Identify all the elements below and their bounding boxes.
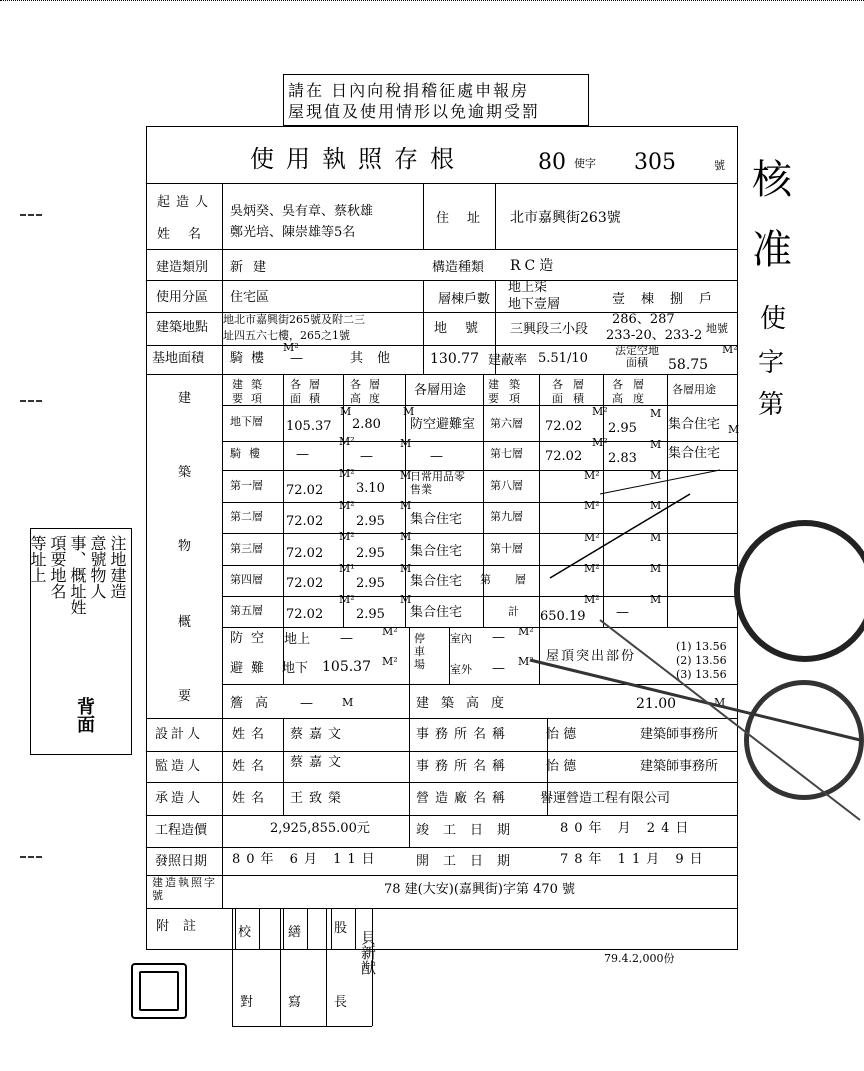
issue-date: 80年 6月 11日 [232,852,381,867]
shelter-below-value: 105.37 [322,659,371,675]
floor-area: 72.02 [545,449,583,464]
side-note-col-4: 項要地名 [48,535,67,599]
supervisor-office: 怡 德 [546,759,577,774]
building-height-label: 建築高度 [416,696,517,711]
permit-year: 80 [538,150,566,175]
floors-below: 地下壹層 [508,297,561,312]
side-char-3: 物 [178,539,192,554]
base-area-label: 基地面積 [152,351,205,366]
other-label: 其他 [350,351,405,366]
lot-suffix: 地號 [706,322,728,335]
floor-area: 650.19 [540,609,586,624]
side-note-col-1: 注地建造 [108,535,127,599]
supervisor-office-suffix: 建築師事務所 [640,759,719,774]
notice-line-2: 屋現值及使用情形以免逾期受罰 [288,102,541,121]
supervisor-name-label: 姓名 [232,759,271,774]
notice-line-1: 請在 日內向稅捐稽征處申報房 [288,81,530,100]
lot-label: 地號 [434,321,497,336]
floor-use: — [430,449,443,464]
side-note-back: 背面 [74,697,95,733]
floor-height: 2.80 [352,417,381,432]
parking-indoor-value: — [492,630,505,645]
category-label: 建造類別 [156,260,209,275]
lot-line-2: 233-20、233-2 [606,328,703,343]
builder-label: 起造人 [157,195,215,210]
roof-value-2: (2) 13.56 [676,654,727,667]
floor-name: 騎樓 [230,447,268,460]
qilou-unit: M² [283,341,299,354]
roof-value-3: (3) 13.56 [676,668,727,681]
floor-use: 集合住宅 [410,605,463,620]
builder-names-1: 吳炳癸、吳有章、蔡秋雄 [230,204,374,219]
appendix-handwriting: 貝新猷 [359,930,377,975]
cost-value: 2,925,855.00元 [270,821,370,836]
col-head-item: 建築要項 [232,378,270,405]
building-height-value: 21.00 [636,696,677,712]
open-space-unit: M² [722,343,738,356]
floor-use: 集合住宅 [668,417,721,432]
right-stamp-char: 核 [752,157,792,203]
floor-name: 第一層 [230,479,263,492]
appendix-cell: 股 [334,921,348,936]
completion-date: 80年 月 24日 [560,821,695,836]
designer-office-suffix: 建築師事務所 [640,727,719,742]
coverage-label: 建蔽率 [488,353,528,368]
issue-label: 發照日期 [155,854,208,869]
qilou-label: 騎樓 [230,351,273,366]
floor-use: 集合住宅 [668,446,721,461]
open-space-value: 58.75 [668,357,709,373]
cost-label: 工程造價 [155,823,208,838]
appendix-cell: 長 [334,995,348,1010]
eaves-value: — [300,696,313,711]
floor-name: 第五層 [230,604,263,617]
structure-value: RC造 [510,258,558,274]
floor-height: 2.95 [356,576,385,591]
floor-area: 72.02 [286,483,324,498]
shelter-label-1: 防空 [230,631,273,646]
contractor-firm-label: 營造廠名稱 [416,791,512,806]
floor-height: 2.95 [356,546,385,561]
floor-use: 防空避難室 [410,417,476,432]
side-char-1: 建 [178,391,192,406]
structure-label: 構造種類 [432,260,485,275]
floors-above: 地上柒 [508,280,548,295]
appendix-cell: 寫 [288,995,302,1010]
form-title: 使用執照存根 [250,145,466,173]
floor-area: 72.02 [286,514,324,529]
eaves-label: 簷高 [230,696,281,711]
address-label: 住址 [436,211,499,226]
floor-height: 2.83 [608,451,637,466]
floor-height: 2.95 [608,421,637,436]
floor-area: 72.02 [286,607,324,622]
builder-names-2: 鄭光培、陳崇雄等5名 [230,225,356,240]
roof-value-1: (1) 13.56 [676,640,727,653]
builder-address: 北市嘉興街263號 [510,210,621,226]
col-head-item-2: 建築要項 [488,378,530,405]
shelter-label-2: 避難 [230,661,273,676]
floor-use: 集合住宅 [410,574,463,589]
col-head-height: 各層高度 [350,378,388,405]
floor-area: 72.02 [545,419,583,434]
floor-use: 集合住宅 [410,544,463,559]
start-date: 78年 11月 9日 [560,852,709,867]
permit-label: 建造執照字號 [152,876,217,902]
other-value: 130.77 [430,351,479,367]
shelter-above-value: — [340,631,353,646]
parking-outdoor-value: — [492,661,505,676]
designer-name-label: 姓名 [232,727,271,742]
parking-indoor-label: 室內 [450,632,472,645]
zoning-value: 住宅區 [230,290,270,305]
right-stamp-char: 准 [752,227,792,273]
col-head-use-2: 各層用途 [672,383,716,396]
completion-label: 竣工日期 [416,823,525,838]
parking-outdoor-label: 室外 [450,663,472,676]
permit-hao: 號 [714,159,725,172]
contractor-name: 王致榮 [290,791,348,806]
floors-right: 壹棟捌戶 [612,292,729,307]
side-note-col-3: 事、概址姓 [68,535,87,615]
floor-name: 第四層 [230,573,263,586]
floor-area: 72.02 [286,546,324,561]
qilou-value: — [290,351,303,366]
contractor-name-label: 姓名 [232,791,271,806]
roof-label: 屋頂突出部份 [546,649,637,664]
supervisor-office-label: 事務所名稱 [416,759,512,774]
floor-area: 72.02 [286,576,324,591]
right-stamp-char: 第 [758,390,785,420]
builder-name-label: 姓名 [157,227,220,242]
appendix-cell: 繕 [288,925,302,940]
col-head-area-2: 各層面積 [552,378,594,405]
permit-word: 使字 [574,157,596,170]
floor-use: 日常用品零售業 [410,470,465,496]
lot-prefix: 三興段三小段 [510,322,589,337]
right-stamp-char: 使 [760,304,787,334]
floor-name: 第二層 [230,510,263,523]
col-head-height-2: 各層高度 [612,378,654,405]
floor-height: 2.95 [356,607,385,622]
coverage-value: 5.51/10 [538,351,588,366]
floor-height: 2.95 [356,514,385,529]
floor-name: 第六層 [490,417,523,430]
floors-label: 層棟戶數 [438,292,491,307]
floor-height: 3.10 [356,481,385,496]
appendix-label: 附註 [156,919,211,934]
col-head-use: 各層用途 [414,383,467,398]
parking-label: 停車場 [414,632,425,671]
floor-name: 第九層 [490,510,523,523]
floor-name: 地下層 [230,415,263,428]
floor-area: — [296,447,309,462]
side-char-5: 要 [178,689,192,704]
lot-line-1: 286、287 [612,312,675,327]
zoning-label: 使用分區 [156,290,209,305]
shelter-below-label: 地下 [282,661,309,676]
designer-label: 設計人 [155,727,204,742]
appendix-cell: 校 [238,925,252,940]
floor-height: — [360,449,373,464]
shelter-above-label: 地上 [284,632,311,647]
floor-area: 105.37 [286,419,332,434]
designer-office-label: 事務所名稱 [416,727,512,742]
designer-name: 蔡嘉文 [290,727,348,742]
floor-height: — [616,605,629,620]
side-char-4: 概 [178,615,192,630]
designer-office: 怡 德 [546,727,577,742]
start-label: 開工日期 [416,854,525,869]
floor-use: 集合住宅 [410,512,463,527]
location-label: 建築地點 [156,320,209,335]
supervisor-label: 監造人 [155,759,204,774]
side-note-col-2: 意號物人 [88,535,107,599]
location-line-1: 地北市嘉興街265號及附二三 [223,313,365,326]
floor-name: 第八層 [490,479,523,492]
floor-name: 計 [508,605,519,618]
floor-name: 第十層 [490,542,523,555]
location-line-2: 址四五六七樓，265之1號 [223,329,350,342]
open-space-label: 法定空地面積 [615,344,659,369]
floor-name: 第三層 [230,542,263,555]
contractor-label: 承造人 [155,791,204,806]
right-stamp-char: 字 [758,348,785,378]
floor-name: 第七層 [490,447,523,460]
col-head-area: 各層面積 [290,378,328,405]
appendix-cell: 對 [240,995,254,1010]
floor-name: 第層 [480,573,550,586]
contractor-firm: 譽運營造工程有限公司 [540,791,671,806]
permit-value: 78 建(大安)(嘉興街)字第 470 號 [384,882,576,897]
side-char-2: 築 [178,465,192,480]
category-value: 新建 [230,260,277,275]
side-note-col-5: 等址上 [28,535,47,583]
permit-number: 305 [634,150,676,175]
supervisor-name: 蔡嘉文 [290,755,348,770]
form-print-note: 79.4.2,000份 [604,952,675,965]
